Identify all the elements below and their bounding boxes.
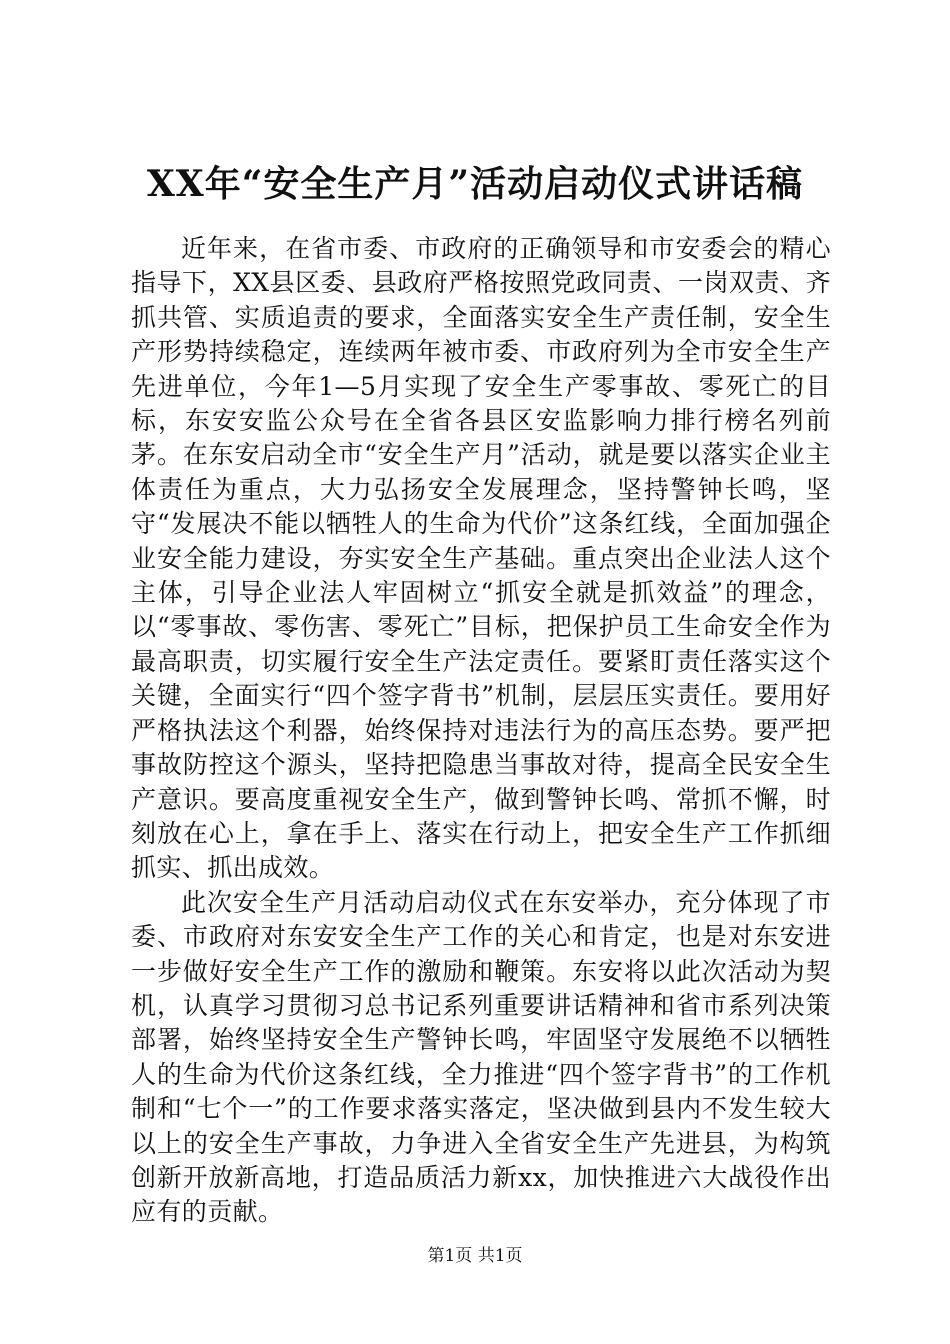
paragraph-2: 此次安全生产月活动启动仪式在东安举办，充分体现了市委、市政府对东安安全生产工作的关心和肯定，也是对东安进一步做好安全生产工作的激励和鞭策。东安将以此次活动为契机，认真学习贯彻习总书记系列重要讲话精神和省市系列决策部署，始终坚持安全生产警钟长鸣，牢固坚守发展绝不以牺牲人的生命为代价这条红线，全力推进“四个签字背书”的工作机制和“七个一”的工作要求落实落定，坚决做到县内不发生较大以上的安全生产事故，力争进入全省安全生产先进县，为构筑创新开放新高地，打造品质活力新xx，加快推进六大战役作出应有的贡献。 — [131, 887, 831, 1227]
document-title: XX年“安全生产月”活动启动仪式讲话稿 — [146, 163, 804, 205]
document-body — [131, 232, 831, 1230]
page-footer: 第1页 共1页 — [427, 1246, 523, 1266]
paragraph-1: 近年来，在省市委、市政府的正确领导和市安委会的精心指导下，XX县区委、县政府严格按照党政同责、一岗双责、齐抓共管、实质追责的要求，全面落实安全生产责任制，安全生产形势持续稳定，连续两年被市委、市政府列为全市安全生产先进单位，今年1—5月实现了安全生产零事故、零死亡的目标，东安安监公众号在全省各县区安监影响力排行榜名列前茅。在东安启动全市“安全生产月”活动，就是要以落实企业主体责任为重点，大力弘扬安全发展理念，坚持警钟长鸣，坚守“发展决不能以牺牲人的生命为代价”这条红线，全面加强企业安全能力建设，夯实安全生产基础。重点突出企业法人这个主体，引导企业法人牢固树立“抓安全就是抓效益”的理念，以“零事故、零伤害、零死亡”目标，把保护员工生命安全作为最高职责，切实履行安全生产法定责任。要紧盯责任落实这个关键，全面实行“四个签字背书”机制，层层压实责任。要用好严格执法这个利器，始终保持对违法行为的高压态势。要严把事故防控这个源头，坚持把隐患当事故对待，提高全民安全生产意识。要高度重视安全生产，做到警钟长鸣、常抓不懈，时刻放在心上，拿在手上、落实在行动上，把安全生产工作抓细抓实、抓出成效。 — [131, 234, 831, 883]
